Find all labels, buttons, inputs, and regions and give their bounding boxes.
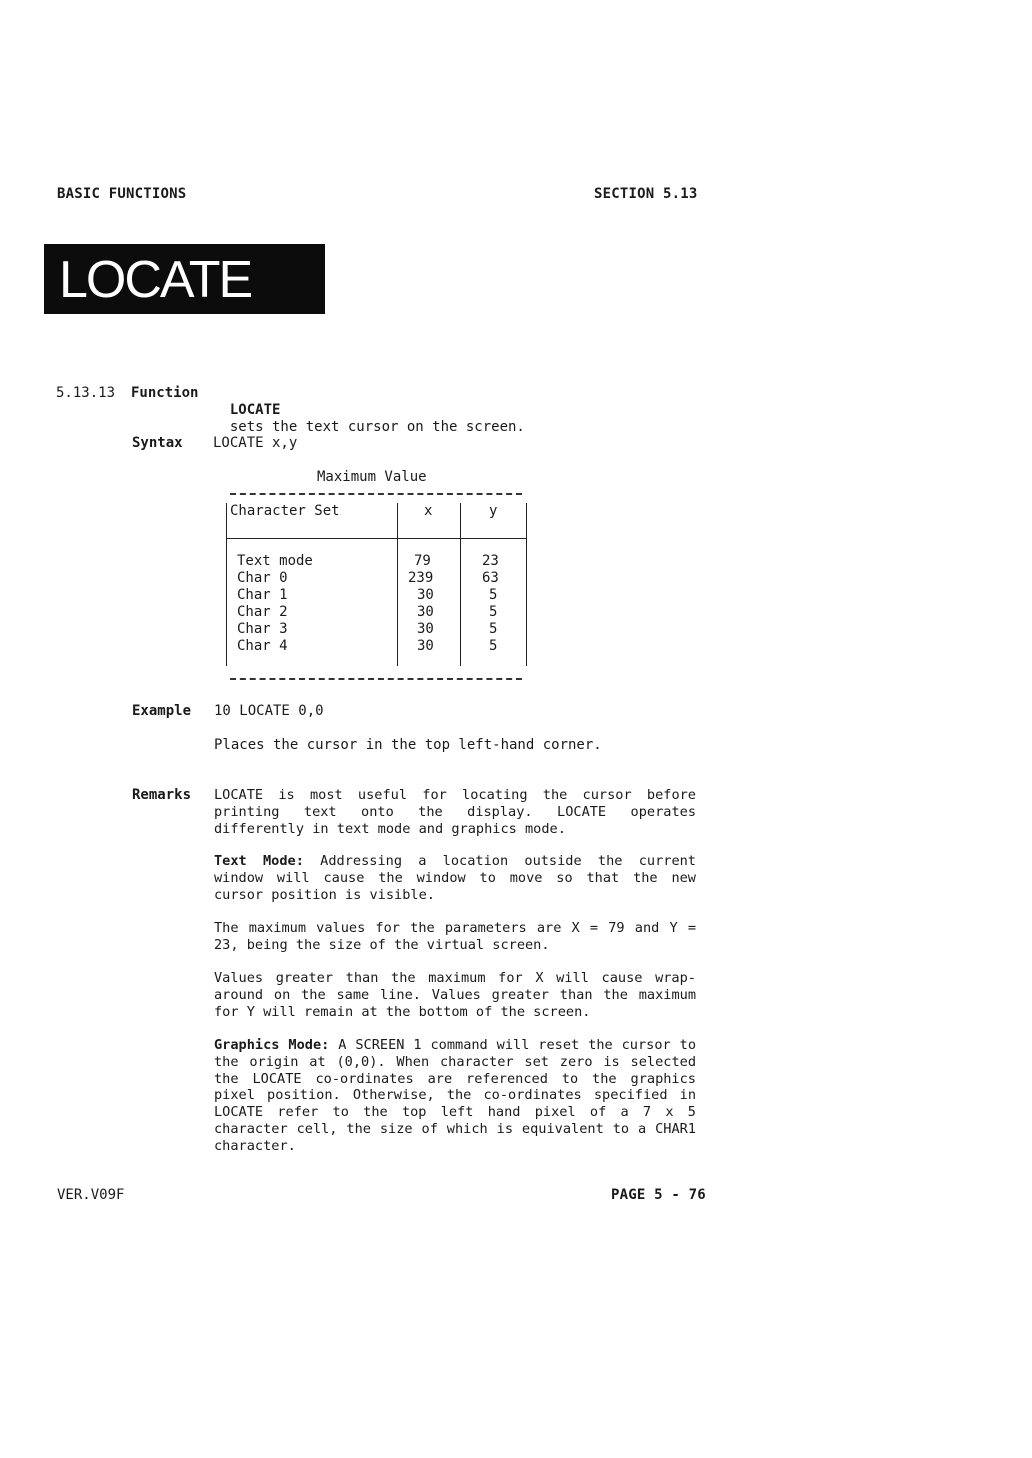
page-title: LOCATE <box>59 251 252 309</box>
table-top-border <box>230 493 522 495</box>
table-right-border <box>526 503 527 666</box>
graphics-mode-text: A SCREEN 1 command will reset the cursor to the origin at (0,0). When character set zero is selected the LOCATE co-ordinates are referenced to the graphics pixel position. Otherwise, the co-ordinates specified in LOCATE refer to the top left hand pixel of a 7 x 5 character cell, the size of which is equivalent to a CHAR1 character. <box>214 1037 697 1154</box>
table-header-underline <box>227 538 527 539</box>
section-number: 5.13.13 <box>56 385 116 401</box>
header-right: SECTION 5.13 <box>594 186 698 202</box>
table-row-set: Char 3 <box>237 621 288 637</box>
graphics-mode-label: Graphics Mode: <box>214 1037 330 1053</box>
function-text: sets the text cursor on the screen. <box>229 419 525 435</box>
table-row-x: 30 <box>417 638 434 654</box>
remarks-paragraph-graphics-mode <box>214 1037 696 1155</box>
example-label: Example <box>132 703 192 719</box>
table-row-y: 5 <box>489 587 498 603</box>
table-col-divider-2 <box>460 503 461 666</box>
table-row-set: Char 0 <box>237 570 288 586</box>
function-label: Function <box>131 385 199 401</box>
table-col-divider-1 <box>397 503 398 666</box>
example-code: 10 LOCATE 0,0 <box>214 703 324 719</box>
table-header-x: x <box>424 503 433 519</box>
remarks-paragraph-3: The maximum values for the parameters are X = 79 and Y = 23, being the size of the virtual screen. <box>214 920 696 953</box>
text-mode-label: Text Mode: <box>214 853 304 869</box>
table-row-x: 239 <box>408 570 434 586</box>
function-keyword: LOCATE <box>229 402 281 418</box>
table-left-border <box>226 503 227 666</box>
table-row-y: 5 <box>489 621 498 637</box>
syntax-text: LOCATE x,y <box>213 435 298 451</box>
footer-version: VER.V09F <box>57 1187 125 1203</box>
table-row-y: 23 <box>482 553 499 569</box>
table-row-x: 30 <box>417 604 434 620</box>
table-row-y: 5 <box>489 638 498 654</box>
table-row-set: Char 2 <box>237 604 288 620</box>
function-description <box>213 385 525 436</box>
table-row-y: 5 <box>489 604 498 620</box>
table-caption: Maximum Value <box>317 469 427 485</box>
table-row-set: Char 4 <box>237 638 288 654</box>
table-bottom-border <box>230 678 522 680</box>
title-banner <box>44 244 325 314</box>
remarks-label: Remarks <box>132 787 192 803</box>
remarks-paragraph-text-mode <box>214 853 696 903</box>
table-row-set: Text mode <box>237 553 313 569</box>
table-row-set: Char 1 <box>237 587 288 603</box>
table-row-x: 30 <box>417 587 434 603</box>
remarks-paragraph-4: Values greater than the maximum for X will cause wrap-around on the same line. Values greater than the maximum for Y will remain at the bottom of the screen. <box>214 970 696 1020</box>
table-row-y: 63 <box>482 570 499 586</box>
table-header-set: Character Set <box>230 503 340 519</box>
footer-page-number: PAGE 5 - 76 <box>611 1187 706 1203</box>
table-row-x: 79 <box>414 553 431 569</box>
header-left: BASIC FUNCTIONS <box>57 186 187 202</box>
table-header-y: y <box>489 503 498 519</box>
remarks-paragraph-1: LOCATE is most useful for locating the cursor before printing text onto the display. LOCATE operates differently in text mode and graphics mode. <box>214 787 696 837</box>
example-description: Places the cursor in the top left-hand corner. <box>214 737 602 753</box>
syntax-label: Syntax <box>132 435 183 451</box>
table-row-x: 30 <box>417 621 434 637</box>
text-mode-text: Addressing a location outside the current window will cause the window to move so that the new cursor position is visible. <box>214 853 696 903</box>
